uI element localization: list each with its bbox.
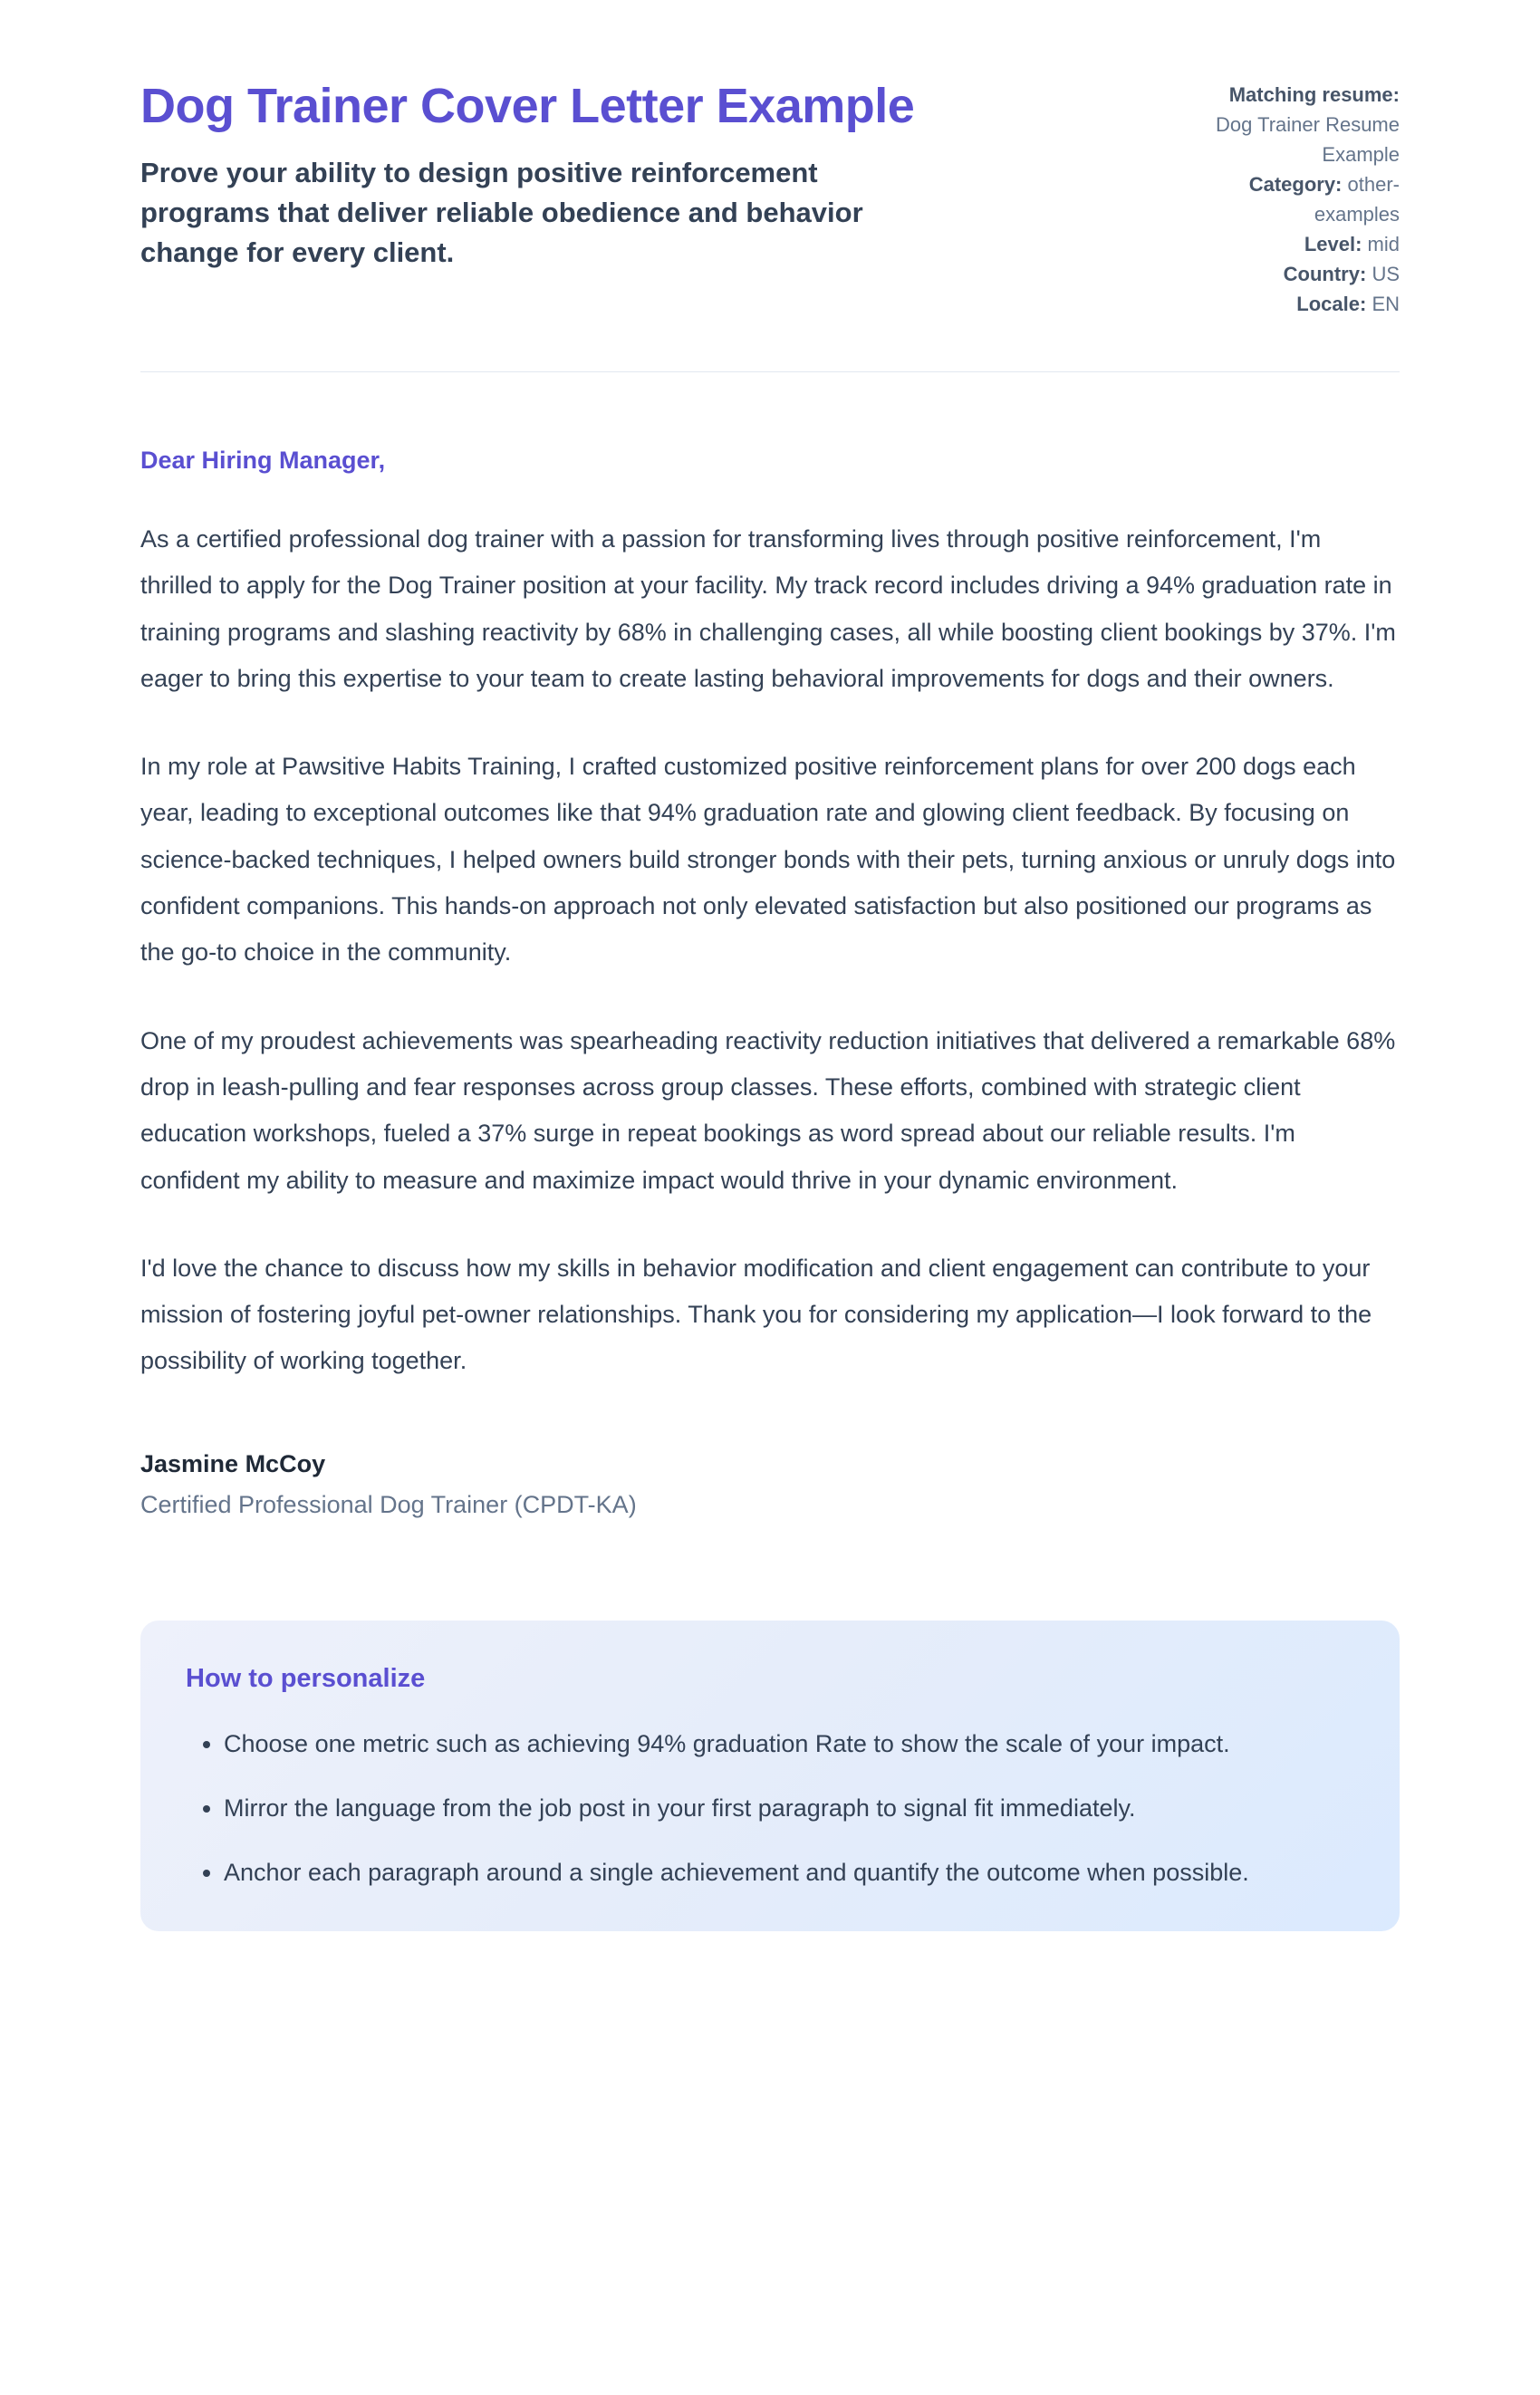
letter-paragraph-1: As a certified professional dog trainer with a passion for transforming lives through positive reinforcement, I'm thrilled to apply for the Dog Trainer position at your facility. My track record includes driving a 94% graduation rate in training programs and slashing reactivity by 68% in challenging cases, all while boosting client bookings by 37%. I'm eager to bring this expertise to your team to create lasting behavioral improvements for dogs and their owners. xyxy=(140,525,1396,692)
meta-row-locale xyxy=(1202,289,1400,319)
signature-name: Jasmine McCoy xyxy=(140,1449,326,1477)
letter-greeting: Dear Hiring Manager, xyxy=(140,447,386,474)
locale-label: Locale: xyxy=(1296,293,1367,315)
country-label: Country: xyxy=(1283,263,1367,285)
tip-item-2: • Mirror the language from the job post in your first paragraph to signal fit immediately. xyxy=(224,1787,1354,1830)
header-divider xyxy=(140,371,1400,372)
matching-resume-label: Matching resume: xyxy=(1228,83,1400,106)
category-label: Category: xyxy=(1248,173,1343,196)
level-value: mid xyxy=(1367,233,1400,255)
level-label: Level: xyxy=(1304,233,1362,255)
letter-paragraph-3: One of my proudest achievements was spearheading reactivity reduction initiatives that delivered a remarkable 68% drop in leash-pulling and fear responses across group classes. These efforts, combined with strategic client education workshops, fueled a 37% surge in repeat bookings as word spread about our reliable results. I'm confident my ability to measure and maximize impact would thrive in your dynamic environment. xyxy=(140,1026,1396,1194)
header-text-block xyxy=(140,80,1166,273)
meta-row-country xyxy=(1202,259,1400,289)
how-to-personalize-card xyxy=(140,1621,1400,1931)
page-subtitle: Prove your ability to design positive reinforcement programs that deliver reliable obedience and behavior change for every client. xyxy=(140,157,863,269)
category-value: other-examples xyxy=(1314,173,1400,226)
signature-block xyxy=(140,1450,1400,1519)
country-value: US xyxy=(1372,263,1400,285)
locale-value: EN xyxy=(1372,293,1400,315)
meta-row-category xyxy=(1202,169,1400,229)
cover-letter-body xyxy=(140,447,1400,1519)
meta-panel xyxy=(1202,80,1400,319)
tip-item-3: • Anchor each paragraph around a single achievement and quantify the outcome when possible. xyxy=(224,1852,1354,1894)
tips-list xyxy=(186,1723,1354,1895)
letter-paragraph-4: I'd love the chance to discuss how my skills in behavior modification and client engagement can contribute to your mission of fostering joyful pet-owner relationships. Thank you for considering my application—I look forward to the possibility of working together. xyxy=(140,1254,1372,1375)
letter-paragraph-2: In my role at Pawsitive Habits Training, I crafted customized positive reinforcement plans for over 200 dogs each year, leading to exceptional outcomes like that 94% graduation rate and glowing client feedback. By focusing on science-backed techniques, I helped owners build stronger bonds with their pets, turning anxious or unruly dogs into confident companions. This hands-on approach not only elevated satisfaction but also positioned our programs as the go-to choice in the community. xyxy=(140,753,1396,967)
meta-row-level xyxy=(1202,229,1400,259)
meta-row-matching-resume xyxy=(1202,80,1400,169)
tips-heading: How to personalize xyxy=(186,1663,426,1693)
tip-item-1: • Choose one metric such as achieving 94% graduation Rate to show the scale of your impact. xyxy=(224,1723,1354,1765)
header xyxy=(140,80,1400,319)
page-title: Dog Trainer Cover Letter Example xyxy=(140,79,915,133)
matching-resume-value: Dog Trainer Resume Example xyxy=(1216,113,1400,166)
signature-title: Certified Professional Dog Trainer (CPDT-KA) xyxy=(140,1490,637,1518)
